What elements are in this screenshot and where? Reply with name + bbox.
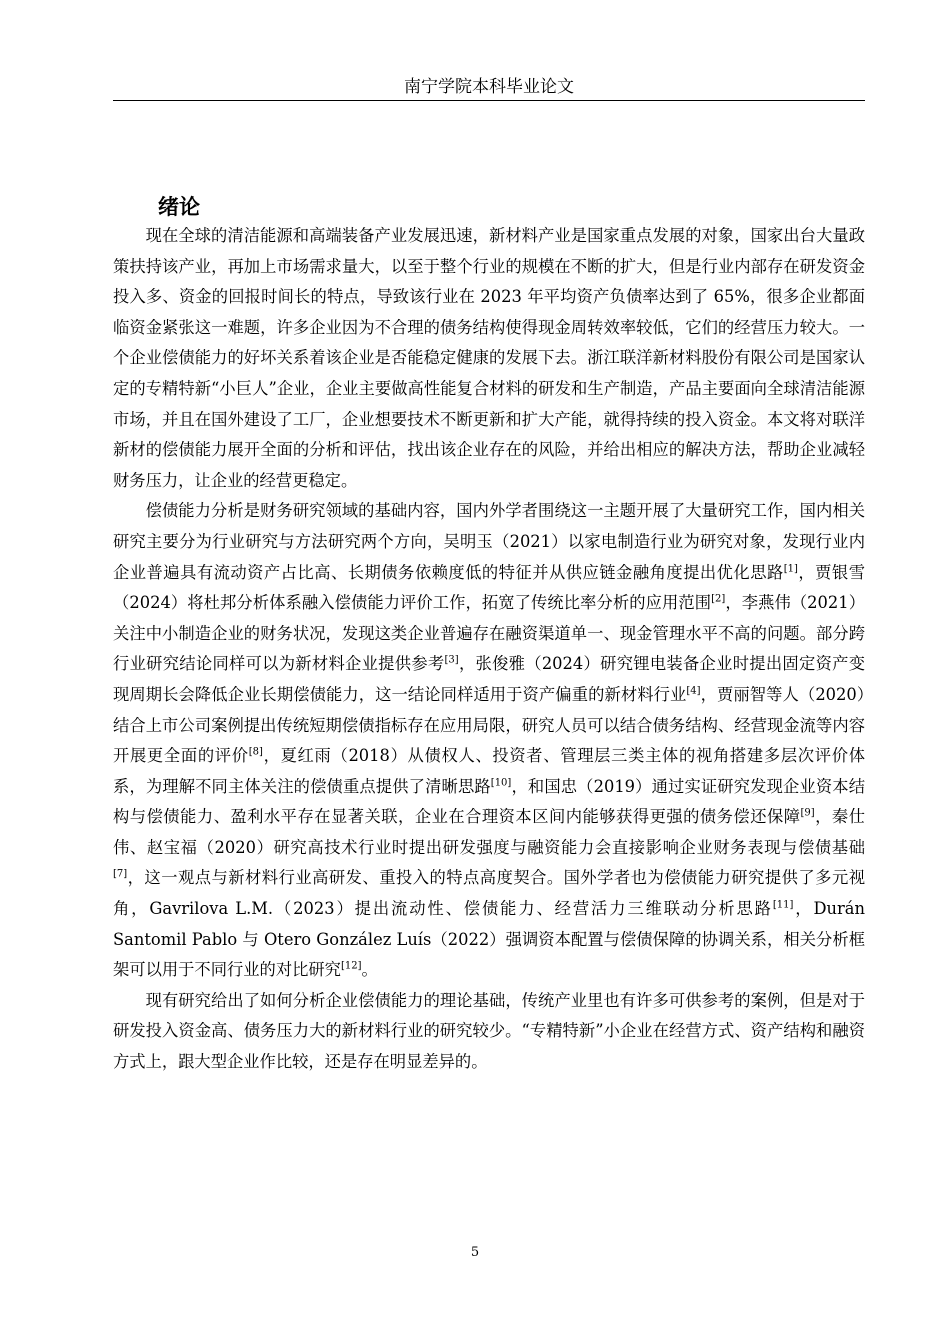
citation-ref: [7] xyxy=(113,869,128,881)
paragraph-text: 现有研究给出了如何分析企业偿债能力的理论基础，传统产业里也有许多可供参考的案例，但是对于研发投入资金高、债务压力大的新材料行业的研究较少。“专精特新”小企业在经营方式、资产结构和融资方式上，跟大型企业作比较，还是存在明显差异的。 xyxy=(113,990,865,1072)
section-heading: 绪论 xyxy=(158,195,200,219)
citation-ref: [9] xyxy=(800,807,815,819)
citation-ref: [3] xyxy=(444,654,459,666)
paragraph-text: ，和国忠（2019）通过实证研究发现企业资本结构与偿债能力、盈利水平存在显著关联，企业在合理资本区间内能够获得更强的债务偿还保障 xyxy=(113,776,865,827)
paragraph-text: 现在全球的清洁能源和高端装备产业发展迅速，新材料产业是国家重点发展的对象，国家出台大量政策扶持该产业，再加上市场需求量大，以至于整个行业的规模在不断的扩大，但是行业内部存在研发资金投入多、资金的回报时间长的特点，导致该行业在 2023 年平均资产负债率达到了 65%，很多企业都面临资金紧张这一难题，许多企业因为不合理的债务结构使得现金周转效率较低，它们的经营压力较大。一个企业偿债能力的好坏关系着该企业是否能稳定健康的发展下去。浙江联洋新材料股份有限公司是国家认定的专精特新“小巨人”企业，企业主要做高性能复合材料的研发和生产制造，产品主要面向全球清洁能源市场，并且在国外建设了工厂，企业想要技术不断更新和扩大产能，就得持续的投入资金。本文将对联洋新材的偿债能力展开全面的分析和评估，找出该企业存在的风险，并给出相应的解决方法，帮助企业减轻财务压力，让企业的经营更稳定。 xyxy=(113,226,865,490)
paragraph-text: ，张俊雅（2024）研究锂电装备企业时提出固定资产变现周期长会降低企业长期偿债能力，这一结论同样适用于资产偏重的新材料行业 xyxy=(113,654,866,704)
paragraph-text: 。 xyxy=(361,960,378,980)
page-number: 5 xyxy=(470,1245,480,1260)
paragraph-text: ，贾丽智等人（2020）结合上市公司案例提出传统短期偿债指标存在应用局限，研究人员可以结合债务结构、经营现金流等内容开展更全面的评价 xyxy=(113,684,865,766)
paragraph-text: ，贾银雪（2024）将杜邦分析体系融入偿债能力评价工作，拓宽了传统比率分析的应用范围 xyxy=(113,562,865,613)
paragraph-text: ，Durán Santomil Pablo 与 Otero González Luís（2022）强调资本配置与偿债保障的协调关系，相关分析框架可以用于不同行业的对比研究 xyxy=(113,899,866,980)
citation-ref: [8] xyxy=(248,746,263,758)
paragraph-text: ，李燕伟（2021）关注中小制造企业的财务状况，发现这类企业普遍存在融资渠道单一、现金管理水平不高的问题。部分跨行业研究结论同样可以为新材料企业提供参考 xyxy=(113,593,865,674)
body-text xyxy=(113,221,865,1078)
paragraph-text: ，夏红雨（2018）从债权人、投资者、管理层三类主体的视角搭建多层次评价体系，为理解不同主体关注的偿债重点提供了清晰思路 xyxy=(113,746,865,796)
citation-ref: [4] xyxy=(686,685,701,697)
paragraph-text: ，秦仕伟、赵宝福（2020）研究高技术行业时提出研发强度与融资能力会直接影响企业财务表现与偿债基础 xyxy=(113,807,865,857)
citation-ref: [10] xyxy=(490,777,512,789)
citation-ref: [2] xyxy=(711,593,726,605)
paragraph xyxy=(113,986,865,1078)
paragraph-text: ，这一观点与新材料行业高研发、重投入的特点高度契合。国外学者也为偿债能力研究提供了多元视角，Gavrilova L.M.（2023）提出流动性、偿债能力、经营活力三维联动分析思路 xyxy=(113,868,865,919)
running-header xyxy=(113,74,865,101)
citation-ref: [1] xyxy=(783,563,798,575)
paragraph xyxy=(113,221,865,496)
paragraph-text: 偿债能力分析是财务研究领域的基础内容，国内外学者围绕这一主题开展了大量研究工作，国内相关研究主要分为行业研究与方法研究两个方向，吴明玉（2021）以家电制造行业为研究对象，发现行业内企业普遍具有流动资产占比高、长期债务依赖度低的特征并从供应链金融角度提出优化思路 xyxy=(113,501,865,582)
header-title: 南宁学院本科毕业论文 xyxy=(404,77,574,97)
paragraph xyxy=(113,496,865,986)
citation-ref: [11] xyxy=(772,899,794,911)
citation-ref: [12] xyxy=(340,960,362,972)
